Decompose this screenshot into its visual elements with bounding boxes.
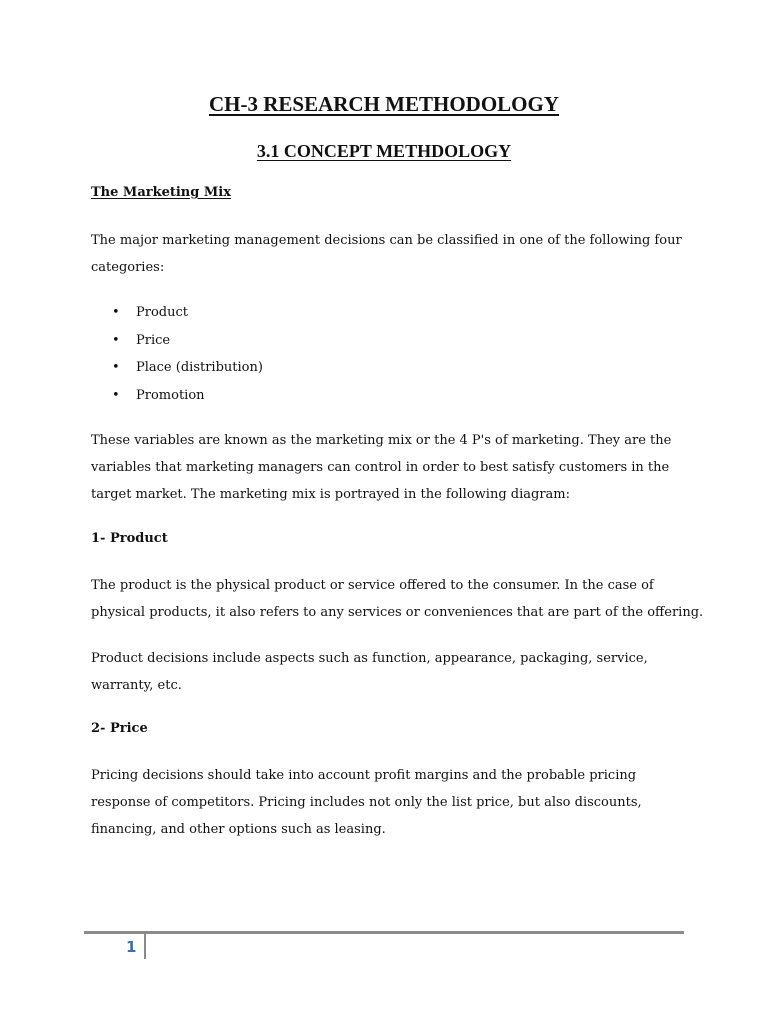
list-item-label: Place (distribution) [136,360,263,375]
footer-rule [84,931,684,934]
list-item-price [91,327,263,355]
product-decisions-line: Product decisions include aspects such as function, appearance, packaging, service, [91,651,648,666]
product-heading: 1- Product [91,531,168,546]
list-item-place [91,354,263,382]
product-paragraph [91,572,704,626]
variables-line: target market. The marketing mix is portrayed in the following diagram: [91,487,571,502]
list-item-label: Promotion [136,387,205,403]
variables-line: variables that marketing managers can control in order to best satisfy customers in the [91,460,670,475]
product-decisions-paragraph [91,645,691,699]
price-line: financing, and other options such as leasing. [91,822,386,837]
price-heading: 2- Price [91,721,148,736]
variables-line: These variables are known as the marketing mix or the 4 P's of marketing. They are the [91,433,672,448]
product-line: The product is the physical product or service offered to the consumer. In the case of [91,578,654,593]
product-line: physical products, it also refers to any services or conveniences that are part of the offering. [91,605,704,620]
bullet-icon: • [112,305,120,320]
footer-divider [144,933,146,959]
variables-paragraph [91,427,691,508]
chapter-title: CH-3 RESEARCH METHODOLOGY [208,92,560,116]
marketing-mix-heading: The Marketing Mix [91,185,231,200]
product-decisions-line: warranty, etc. [91,678,182,693]
list-item-product [91,299,263,327]
list-item-label: Product [136,305,188,320]
bullet-icon: • [112,360,120,375]
price-line: Pricing decisions should take into account profit margins and the probable pricing [91,768,637,783]
list-item-promotion [91,382,263,410]
price-paragraph [91,762,691,843]
page-number: 1 [126,938,137,956]
bullet-icon: • [112,387,120,403]
intro-paragraph [91,227,691,281]
intro-line: categories: [91,260,165,275]
price-line: response of competitors. Pricing includes not only the list price, but also discounts, [91,795,642,810]
marketing-mix-list [91,299,263,409]
list-item-label: Price [136,332,171,348]
section-title: 3.1 CONCEPT METHDOLOGY [256,141,512,161]
bullet-icon: • [112,332,120,348]
intro-line: The major marketing management decisions can be classified in one of the following four [91,233,682,248]
